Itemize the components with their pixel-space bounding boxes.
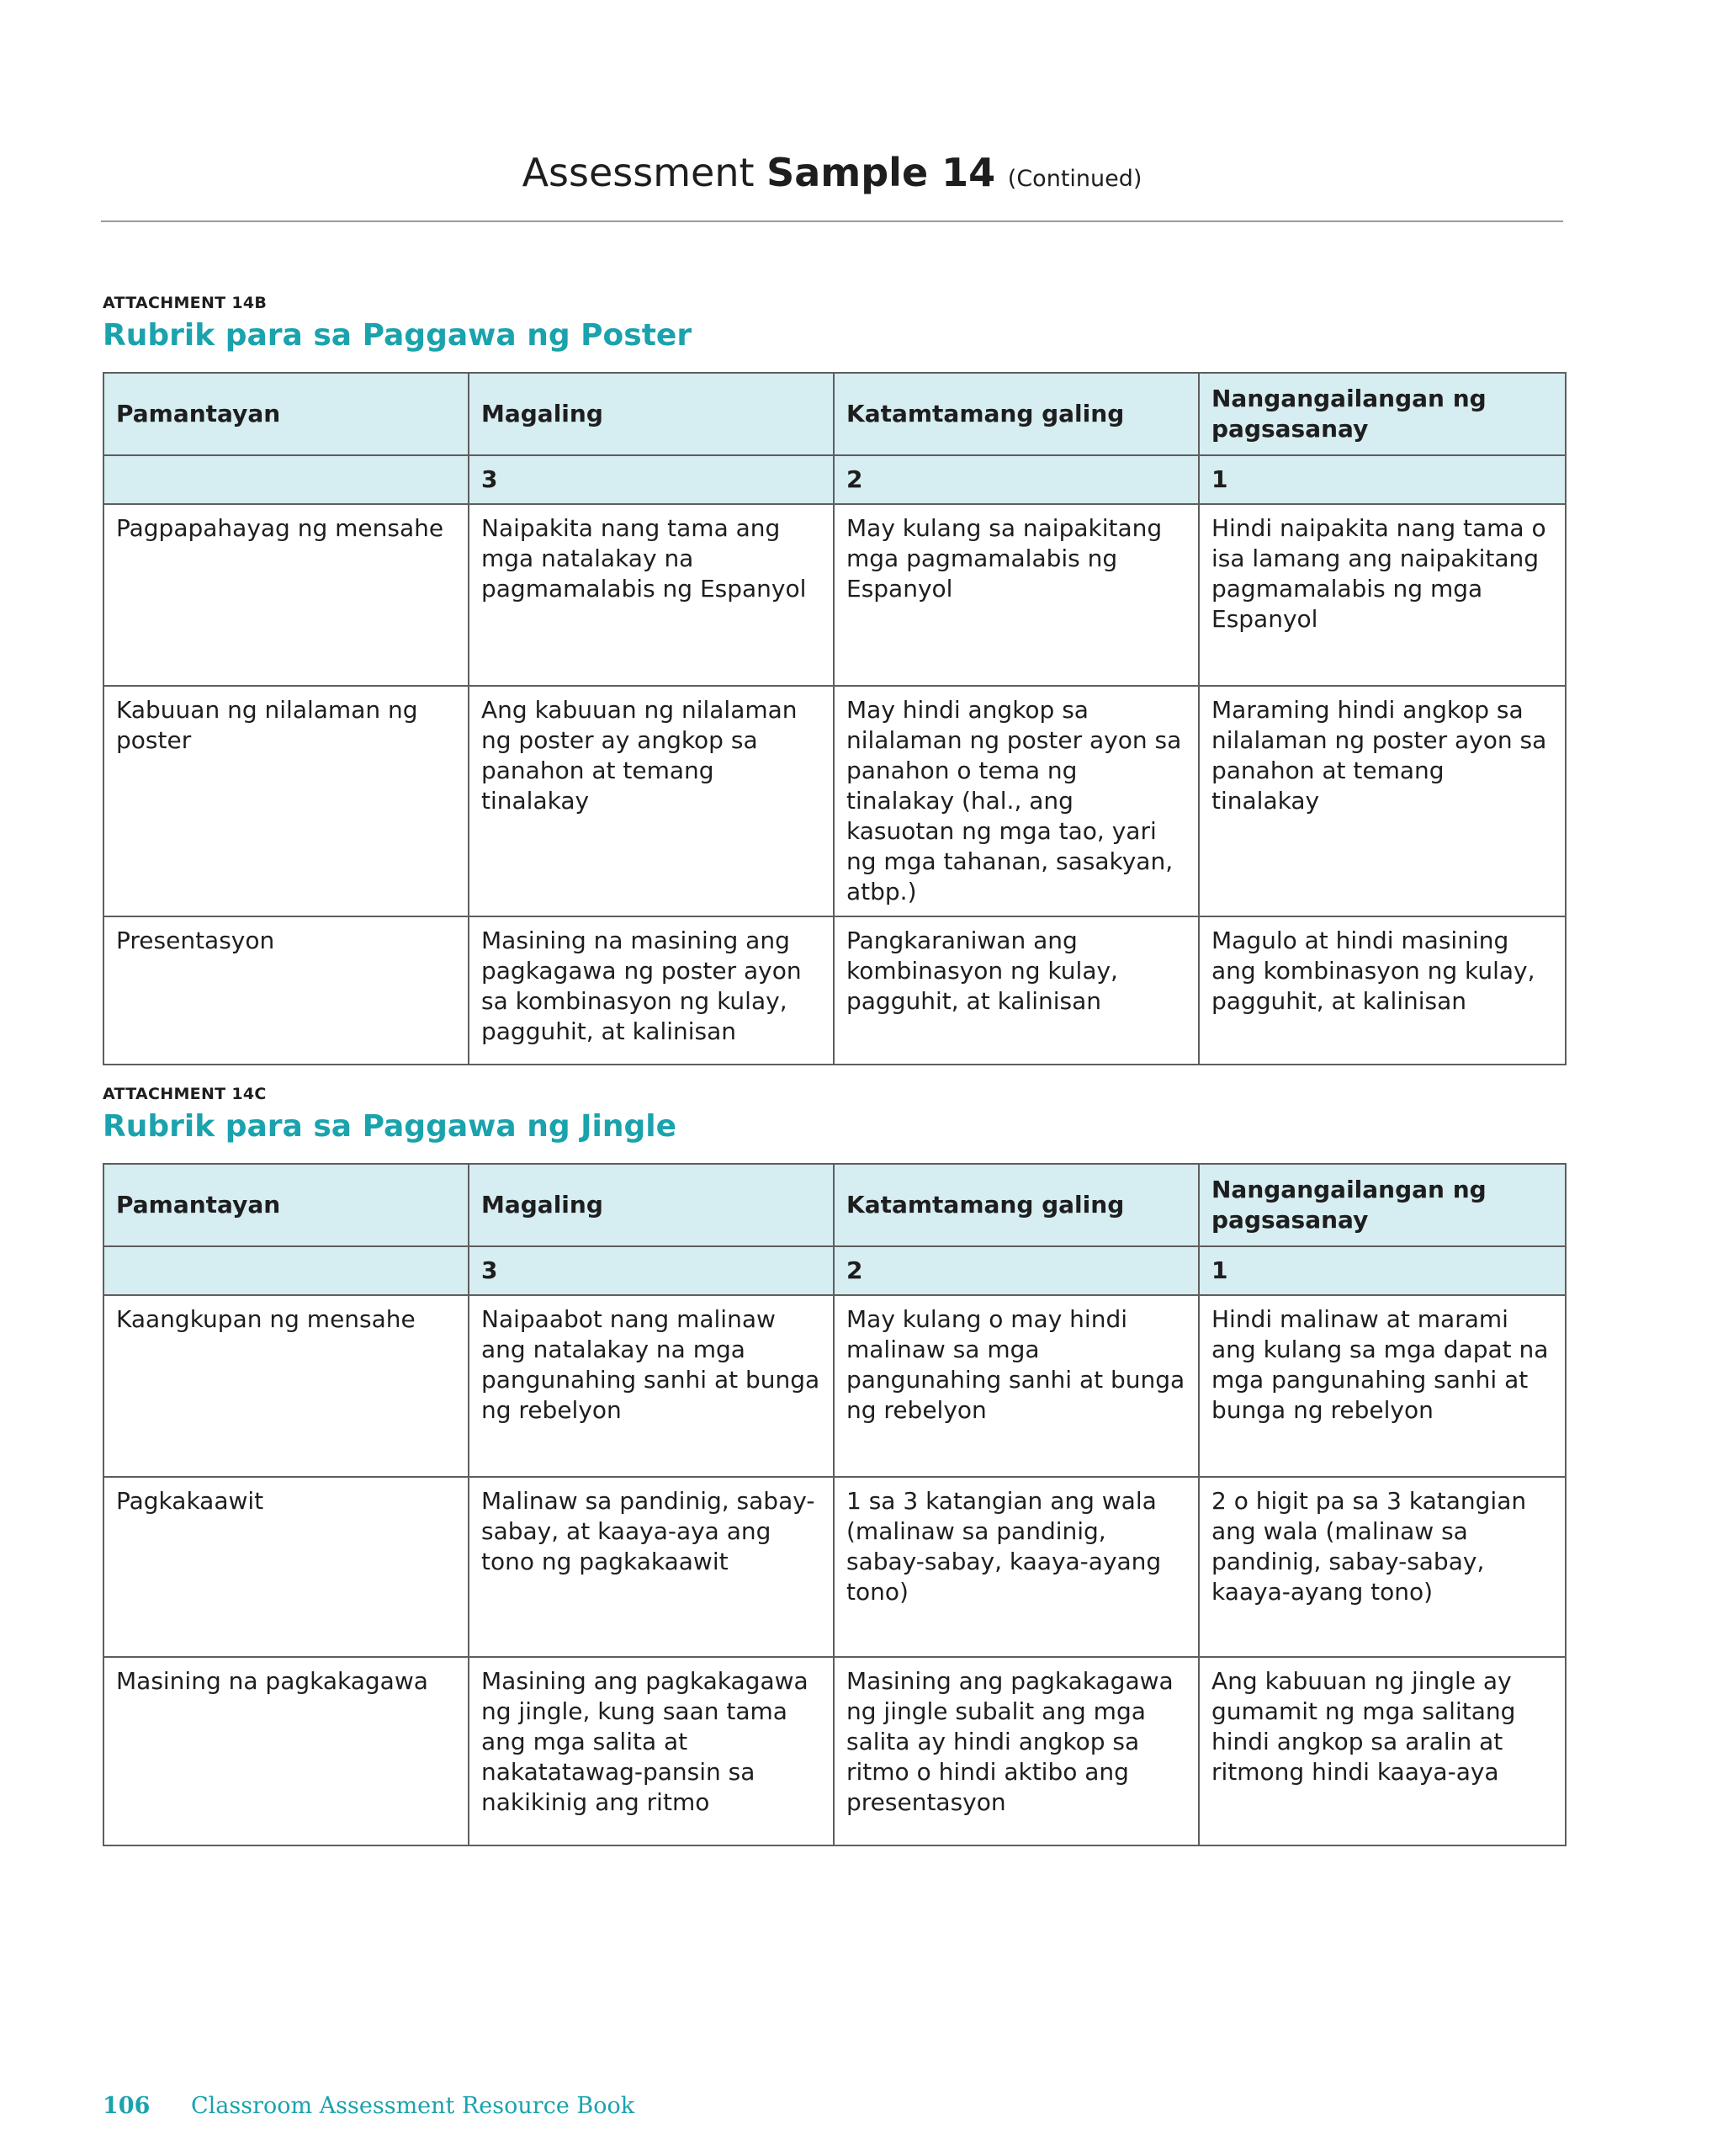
score-cell: 3 <box>469 1246 834 1295</box>
score-cell: 3 <box>469 455 834 504</box>
table-cell: Masining ang pagkakagawa ng jingle, kung saan tama ang mga salita at nakatatawag-pansin sa nakikinig ang ritmo <box>469 1657 834 1845</box>
criterion-cell: Masining na pagkakagawa <box>103 1657 469 1845</box>
criterion-cell: Pagkakaawit <box>103 1477 469 1657</box>
attachment-label: ATTACHMENT 14B <box>103 294 268 312</box>
table-cell: Hindi naipakita nang tama o isa lamang ang naipakitang pagmamalabis ng mga Espanyol <box>1199 504 1566 686</box>
column-header: Katamtamang galing <box>834 373 1199 455</box>
title-light: Assessment <box>522 150 755 195</box>
score-cell <box>103 1246 469 1295</box>
section-title: Rubrik para sa Paggawa ng Jingle <box>103 1109 677 1144</box>
score-cell <box>103 455 469 504</box>
attachment-14c-section <box>103 1084 1567 1846</box>
criterion-cell: Kabuuan ng nilalaman ng poster <box>103 686 469 916</box>
table-row <box>103 686 1566 916</box>
criterion-cell: Kaangkupan ng mensahe <box>103 1295 469 1477</box>
column-header: Pamantayan <box>103 373 469 455</box>
criterion-cell: Pagpapahayag ng mensahe <box>103 504 469 686</box>
table-cell: Hindi malinaw at marami ang kulang sa mga dapat na mga pangunahing sanhi at bunga ng rebelyon <box>1199 1295 1566 1477</box>
header-divider <box>101 220 1563 222</box>
table-cell: Maraming hindi angkop sa nilalaman ng poster ayon sa panahon at temang tinalakay <box>1199 686 1566 916</box>
column-header: Magaling <box>469 373 834 455</box>
table-cell: Ang kabuuan ng jingle ay gumamit ng mga salitang hindi angkop sa aralin at ritmong hindi kaaya-aya <box>1199 1657 1566 1845</box>
poster-rubric-table <box>103 372 1567 1065</box>
table-row <box>103 916 1566 1065</box>
title-bold: Sample 14 <box>766 150 996 195</box>
table-cell: 2 o higit pa sa 3 katangian ang wala (malinaw sa pandinig, sabay-sabay, kaaya-ayang tono) <box>1199 1477 1566 1657</box>
table-cell: Masining na masining ang pagkagawa ng poster ayon sa kombinasyon ng kulay, pagguhit, at kalinisan <box>469 916 834 1065</box>
score-cell: 1 <box>1199 1246 1566 1295</box>
table-cell: Naipakita nang tama ang mga natalakay na pagmamalabis ng Espanyol <box>469 504 834 686</box>
page-title <box>101 150 1563 196</box>
table-cell: Magulo at hindi masining ang kombinasyon ng kulay, pagguhit, at kalinisan <box>1199 916 1566 1065</box>
table-header-row <box>103 373 1566 455</box>
table-cell: Pangkaraniwan ang kombinasyon ng kulay, pagguhit, at kalinisan <box>834 916 1199 1065</box>
column-header: Magaling <box>469 1164 834 1246</box>
title-continued: (Continued) <box>1007 166 1142 192</box>
score-cell: 2 <box>834 455 1199 504</box>
section-title: Rubrik para sa Paggawa ng Poster <box>103 318 692 353</box>
table-row <box>103 1295 1566 1477</box>
table-cell: Masining ang pagkakagawa ng jingle subalit ang mga salita ay hindi angkop sa ritmo o hindi aktibo ang presentasyon <box>834 1657 1199 1845</box>
attachment-14b-section <box>103 293 1567 1065</box>
score-row <box>103 1246 1566 1295</box>
table-cell: Ang kabuuan ng nilalaman ng poster ay angkop sa panahon at temang tinalakay <box>469 686 834 916</box>
table-row <box>103 1477 1566 1657</box>
table-cell: May kulang o may hindi malinaw sa mga pangunahing sanhi at bunga ng rebelyon <box>834 1295 1199 1477</box>
table-cell: May hindi angkop sa nilalaman ng poster ayon sa panahon o tema ng tinalakay (hal., ang kasuotan ng mga tao, yari ng mga tahanan, sasakyan, atbp.) <box>834 686 1199 916</box>
column-header: Nangangailangan ng pagsasanay <box>1199 373 1566 455</box>
table-header-row <box>103 1164 1566 1246</box>
attachment-label: ATTACHMENT 14C <box>103 1085 267 1103</box>
page-footer <box>103 2092 634 2121</box>
table-cell: Malinaw sa pandinig, sabay-sabay, at kaaya-aya ang tono ng pagkakaawit <box>469 1477 834 1657</box>
column-header: Katamtamang galing <box>834 1164 1199 1246</box>
jingle-rubric-table <box>103 1163 1567 1846</box>
book-title: Classroom Assessment Resource Book <box>190 2093 635 2119</box>
table-cell: 1 sa 3 katangian ang wala (malinaw sa pandinig, sabay-sabay, kaaya-ayang tono) <box>834 1477 1199 1657</box>
score-cell: 1 <box>1199 455 1566 504</box>
score-cell: 2 <box>834 1246 1199 1295</box>
table-cell: Naipaabot nang malinaw ang natalakay na mga pangunahing sanhi at bunga ng rebelyon <box>469 1295 834 1477</box>
criterion-cell: Presentasyon <box>103 916 469 1065</box>
page-number: 106 <box>103 2093 151 2119</box>
score-row <box>103 455 1566 504</box>
table-cell: May kulang sa naipakitang mga pagmamalabis ng Espanyol <box>834 504 1199 686</box>
column-header: Pamantayan <box>103 1164 469 1246</box>
table-row <box>103 1657 1566 1845</box>
table-row <box>103 504 1566 686</box>
column-header: Nangangailangan ng pagsasanay <box>1199 1164 1566 1246</box>
